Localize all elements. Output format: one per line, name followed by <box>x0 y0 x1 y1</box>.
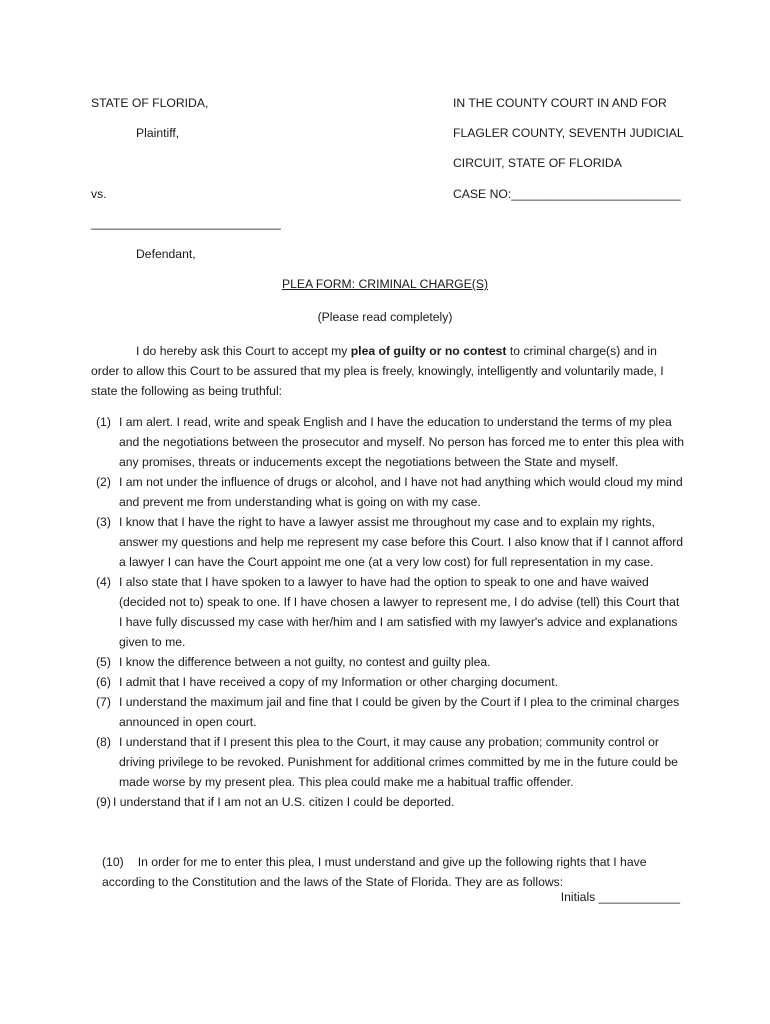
list-item-10 <box>102 852 692 892</box>
list-item <box>96 572 686 652</box>
item-number: (3) <box>96 515 111 529</box>
item-text: I understand the maximum jail and fine that I could be given by the Court if I plea to the criminal charges announced in open court. <box>119 695 680 729</box>
intro-bold-plea: plea of guilty or no contest <box>350 344 507 358</box>
item-number: (8) <box>96 735 111 749</box>
item-number: (5) <box>96 655 111 669</box>
list-item <box>96 792 686 812</box>
caption-court-line2: FLAGLER COUNTY, SEVENTH JUDICIAL <box>453 126 684 140</box>
list-item <box>96 672 686 692</box>
intro-paragraph <box>91 341 681 401</box>
item-text: I know that I have the right to have a lawyer assist me throughout my case and to explain my rights, answer my questions and help me represent my case before this Court. I also know that if I cannot afford a lawyer I can have the Court appoint me one (at a very low cost) for full representation in my case. <box>119 515 684 569</box>
statement-list <box>96 412 686 812</box>
item-text: I am not under the influence of drugs or alcohol, and I have not had anything which would cloud my mind and prevent me from understanding what is going on with my case. <box>119 475 683 509</box>
caption-court-line1: IN THE COUNTY COURT IN AND FOR <box>453 96 667 110</box>
item-text: I understand that if I am not an U.S. citizen I could be deported. <box>113 795 455 809</box>
caption-plaintiff: Plaintiff, <box>136 126 180 140</box>
item-number: (10) <box>102 855 124 869</box>
form-title: PLEA FORM: CRIMINAL CHARGE(S) <box>281 277 489 291</box>
item-number: (6) <box>96 675 111 689</box>
caption-defendant-blank: ____________________________ <box>91 216 281 230</box>
item-number: (4) <box>96 575 111 589</box>
item-text: I also state that I have spoken to a lawyer to have had the option to speak to one and have waived (decided not to) speak to one. If I have chosen a lawyer to represent me, I do advise (tell) this Court that I have fully discussed my case with her/him and I am satisfied with my lawyer's advice and explanations given to me. <box>119 575 680 649</box>
list-item <box>96 652 686 672</box>
list-item <box>96 412 686 472</box>
list-item <box>96 472 686 512</box>
list-item <box>96 692 686 732</box>
item-number: (2) <box>96 475 111 489</box>
caption-state: STATE OF FLORIDA, <box>91 96 209 110</box>
form-subtitle: (Please read completely) <box>317 310 453 324</box>
item-text: In order for me to enter this plea, I must understand and give up the following rights that I have according to the Constitution and the laws of the State of Florida. They are as follows: <box>102 855 647 889</box>
item-number: (1) <box>96 415 111 429</box>
caption-court-line3: CIRCUIT, STATE OF FLORIDA <box>453 156 622 170</box>
caption-defendant: Defendant, <box>136 247 196 261</box>
item-text: I am alert. I read, write and speak English and I have the education to understand the terms of my plea and the negotiations between the prosecutor and myself. No person has forced me to enter this plea with any promises, threats or inducements except the negotiations between the State and myself. <box>119 415 685 469</box>
item-number: (9) <box>96 795 111 809</box>
list-item <box>96 512 686 572</box>
initials-line: Initials ____________ <box>560 890 680 904</box>
item-text: I admit that I have received a copy of my Information or other charging document. <box>119 675 558 689</box>
caption-vs: vs. <box>91 187 107 201</box>
item-text: I know the difference between a not guilty, no contest and guilty plea. <box>119 655 491 669</box>
intro-text-start: I do hereby ask this Court to accept my <box>136 344 351 358</box>
intro-text-end: to criminal charge(s) and in order to allow this Court to be assured that my plea is freely, knowingly, intelligently and voluntarily made, I state the following as being truthful: <box>91 344 664 398</box>
item-text: I understand that if I present this plea to the Court, it may cause any probation; community control or driving privilege to be revoked. Punishment for additional crimes committed by me in the future could be made worse by my present plea. This plea could make me a habitual traffic offender. <box>119 735 678 789</box>
caption-case-number: CASE NO:_________________________ <box>453 187 681 201</box>
list-item <box>96 732 686 792</box>
item-number: (7) <box>96 695 111 709</box>
